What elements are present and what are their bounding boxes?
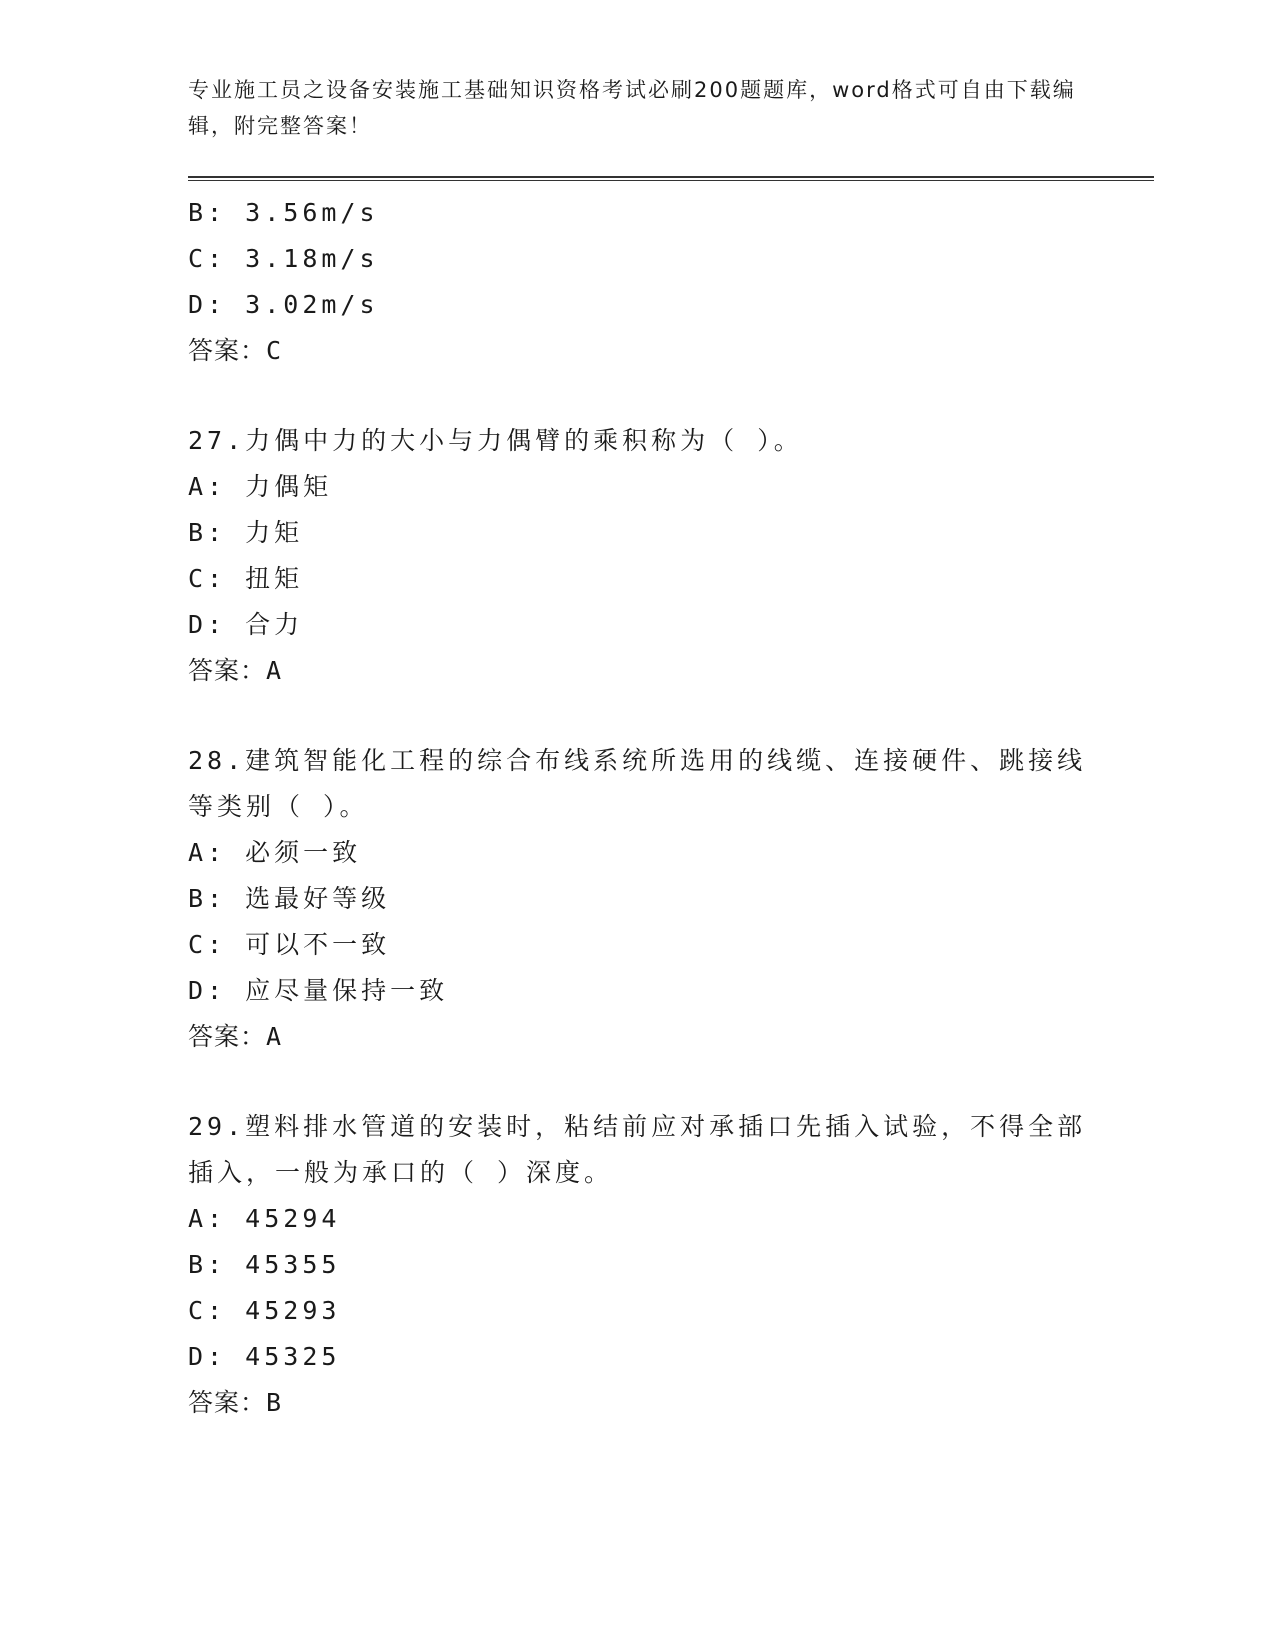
option-b: B: 力矩 [188, 518, 304, 547]
option-b: B: 45355 [188, 1250, 341, 1279]
option-c: C: 扭矩 [188, 564, 304, 593]
question-28 [188, 738, 1088, 1060]
option-d: D: 45325 [188, 1342, 341, 1371]
answer-line: 答案：C [188, 336, 283, 365]
option-a: A: 45294 [188, 1204, 341, 1233]
option-c: C: 45293 [188, 1296, 341, 1325]
question-stem-line-2: 插入，一般为承口的（ ）深度。 [188, 1158, 614, 1187]
option-d: D: 3.02m/s [188, 290, 379, 319]
option-b: B: 选最好等级 [188, 884, 391, 913]
question-26-continuation [188, 190, 1088, 374]
option-a: A: 必须一致 [188, 838, 362, 867]
option-a: A: 力偶矩 [188, 472, 333, 501]
question-stem-line-1: 28.建筑智能化工程的综合布线系统所选用的线缆、连接硬件、跳接线 [188, 746, 1087, 775]
question-list [188, 190, 1088, 1426]
answer-line: 答案：A [188, 1022, 283, 1051]
answer-line: 答案：A [188, 656, 283, 685]
document-header: 专业施工员之设备安装施工基础知识资格考试必刷200题题库，word格式可自由下载编辑，附完整答案！ [188, 78, 1076, 138]
question-stem-line-2: 等类别（ ）。 [188, 792, 369, 821]
question-29 [188, 1104, 1088, 1426]
question-stem-line-1: 29.塑料排水管道的安装时，粘结前应对承插口先插入试验，不得全部 [188, 1112, 1087, 1141]
answer-line: 答案：B [188, 1388, 283, 1417]
question-27 [188, 418, 1088, 694]
option-c: C: 可以不一致 [188, 930, 391, 959]
option-b: B: 3.56m/s [188, 198, 379, 227]
option-d: D: 应尽量保持一致 [188, 976, 449, 1005]
question-stem: 27.力偶中力的大小与力偶臂的乘积称为（ ）。 [188, 426, 803, 455]
header-divider [188, 176, 1154, 181]
option-d: D: 合力 [188, 610, 304, 639]
option-c: C: 3.18m/s [188, 244, 379, 273]
